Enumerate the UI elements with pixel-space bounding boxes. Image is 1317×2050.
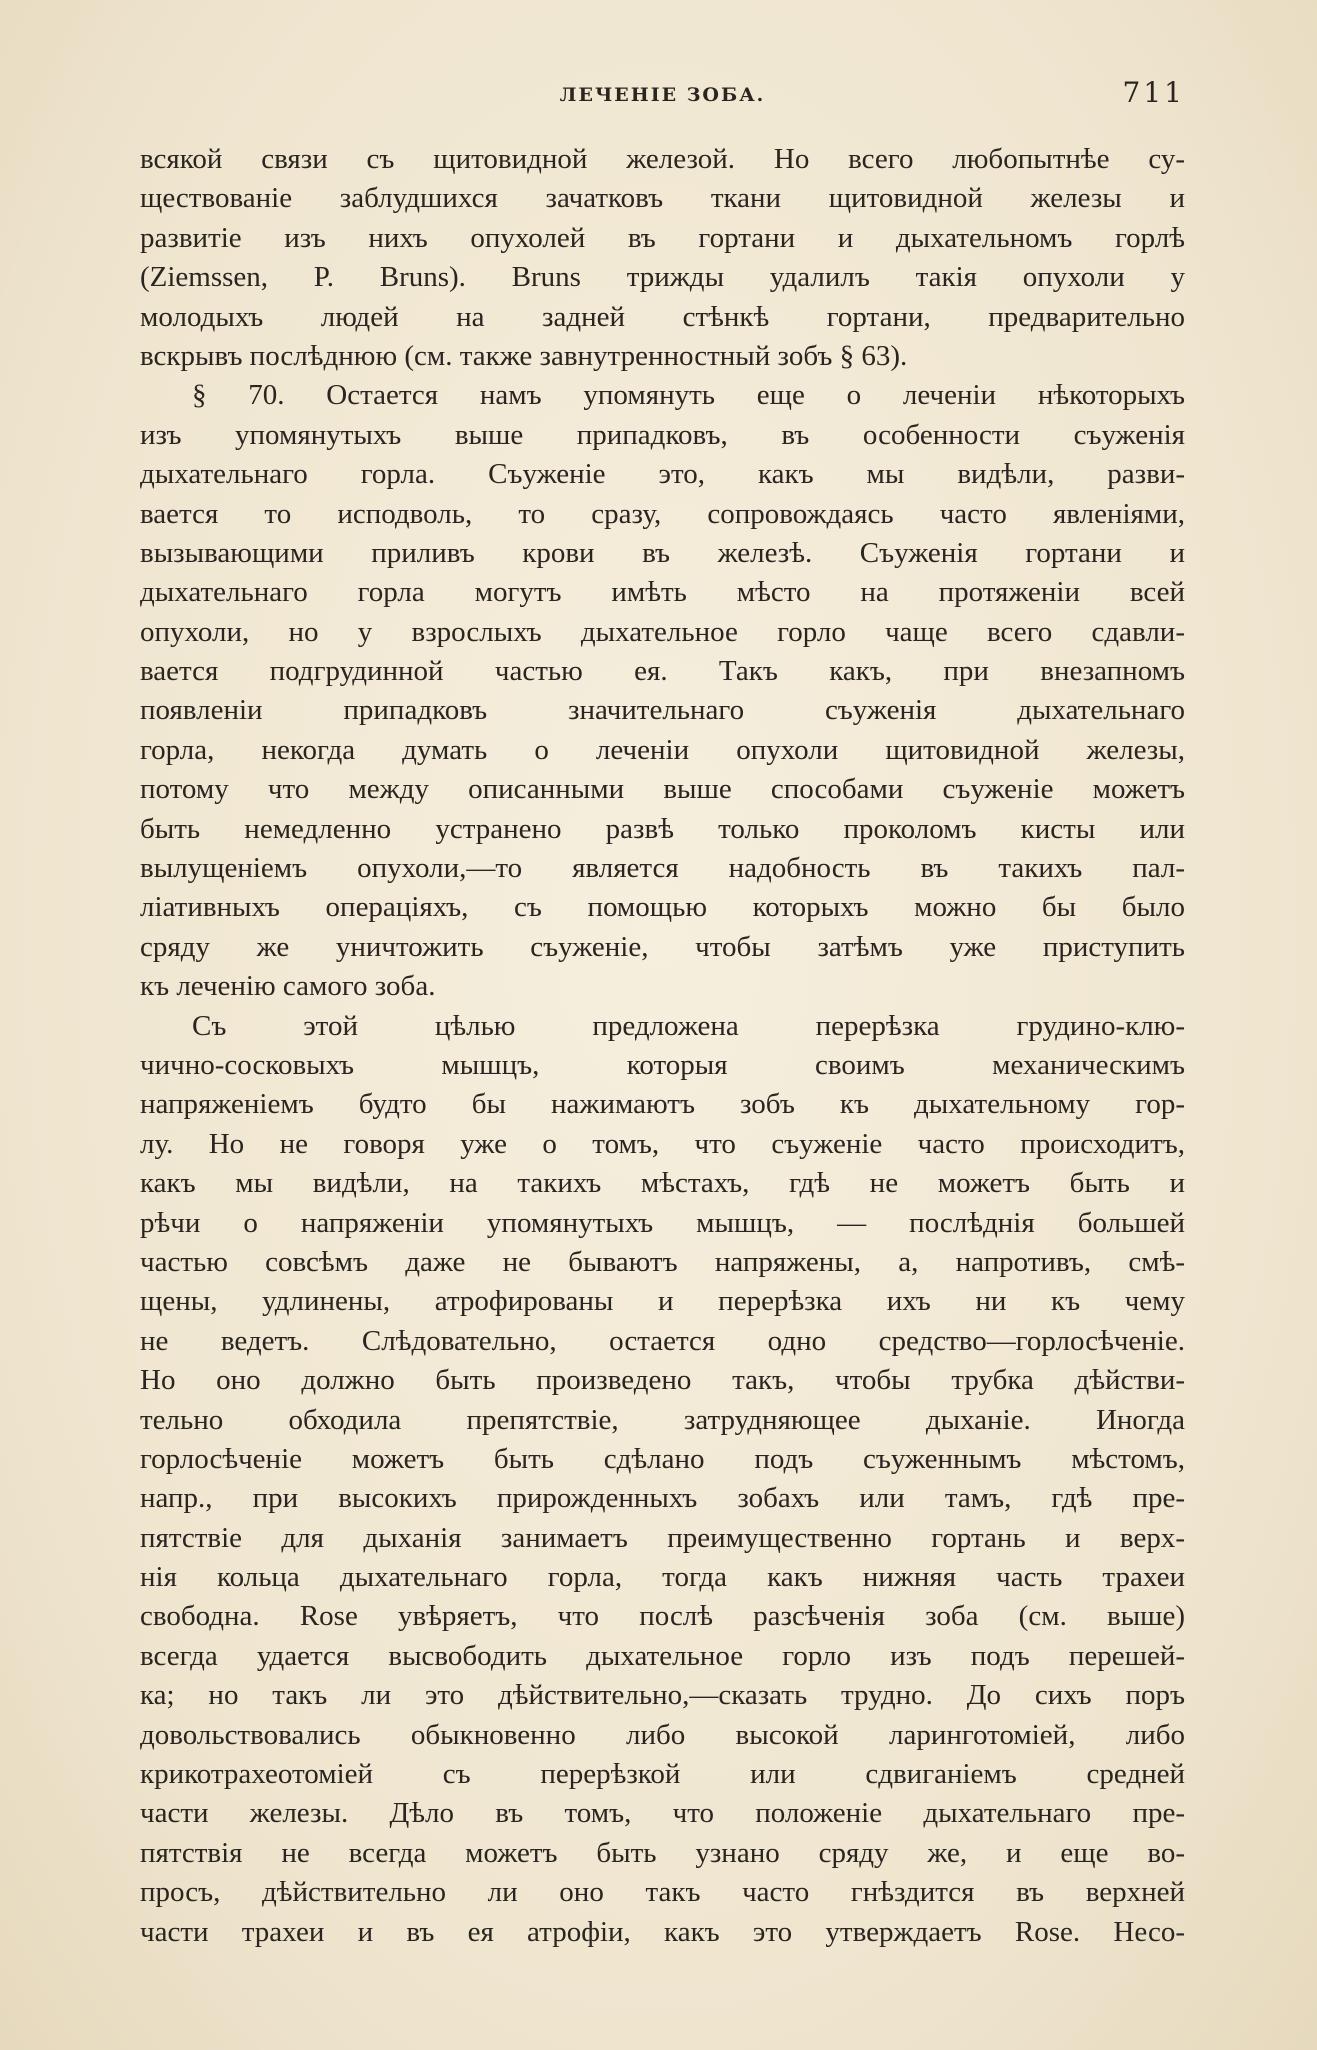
text-line: части трахеи и въ ея атрофіи, какъ это утверждаетъ Rose. Несо-: [140, 1915, 1185, 1948]
text-line: горлосѣченіе можетъ быть сдѣлано подъ съуженнымъ мѣстомъ,: [140, 1442, 1185, 1475]
text-line: довольствовались обыкновенно либо высокой ларинготоміей, либо: [140, 1718, 1185, 1751]
text-line: опухоли, но у взрослыхъ дыхательное горло чаще всего сдавли-: [140, 615, 1185, 648]
text-line: § 70. Остается намъ упомянуть еще о леченіи нѣкоторыхъ: [192, 379, 1185, 412]
page-header: [140, 76, 1185, 112]
text-line: напр., при высокихъ прирожденныхъ зобахъ или тамъ, гдѣ пре-: [140, 1482, 1185, 1515]
text-line: ка; но такъ ли это дѣйствительно,—сказать трудно. До сихъ поръ: [140, 1679, 1185, 1712]
running-title: ЛЕЧЕНІЕ ЗОБА.: [559, 84, 766, 106]
text-line: (Ziemssen, P. Bruns). Bruns трижды удалилъ такія опухоли у: [140, 261, 1185, 294]
text-line: изъ упомянутыхъ выше припадковъ, въ особенности съуженія: [140, 418, 1185, 451]
text-line: вылущеніемъ опухоли,—то является надобность въ такихъ пал-: [140, 852, 1185, 885]
text-line: вызывающими приливъ крови въ железѣ. Съуженія гортани и: [140, 536, 1185, 569]
text-line: нія кольца дыхательнаго горла, тогда какъ нижняя часть трахеи: [140, 1561, 1185, 1594]
text-line: всегда удается высвободить дыхательное горло изъ подъ перешей-: [140, 1639, 1185, 1672]
text-line: потому что между описанными выше способами съуженіе можетъ: [140, 773, 1185, 806]
body-text: [140, 140, 1185, 1952]
text-line: просъ, дѣйствительно ли оно такъ часто гнѣздится въ верхней: [140, 1876, 1185, 1909]
text-line: тельно обходила препятствіе, затрудняющее дыханіе. Иногда: [140, 1403, 1185, 1436]
text-line: вается то исподволь, то сразу, сопровождаясь часто явленіями,: [140, 497, 1185, 530]
text-line: крикотрахеотоміей съ перерѣзкой или сдвиганіемъ средней: [140, 1758, 1185, 1791]
page-number: 711: [1122, 76, 1185, 109]
text-line: всякой связи съ щитовидной железой. Но всего любопытнѣе су-: [140, 143, 1185, 175]
text-line: щены, удлинены, атрофированы и перерѣзка ихъ ни къ чему: [140, 1285, 1185, 1318]
text-line: лу. Но не говоря уже о томъ, что съуженіе часто происходитъ,: [140, 1127, 1185, 1160]
text-line: Съ этой цѣлью предложена перерѣзка грудино-клю-: [192, 1009, 1185, 1042]
text-line: чично-сосковыхъ мышцъ, которыя своимъ механическимъ: [140, 1048, 1185, 1081]
text-line: Но оно должно быть произведено такъ, чтобы трубка дѣйстви-: [140, 1364, 1185, 1397]
text-line: части железы. Дѣло въ томъ, что положеніе дыхательнаго пре-: [140, 1797, 1185, 1830]
text-line: какъ мы видѣли, на такихъ мѣстахъ, гдѣ не можетъ быть и: [140, 1167, 1185, 1200]
text-line: рѣчи о напряженіи упомянутыхъ мышцъ, — послѣднія большей: [140, 1206, 1185, 1239]
text-line: не ведетъ. Слѣдовательно, остается одно средство—горлосѣченіе.: [140, 1324, 1185, 1357]
text-line: ществованіе заблудшихся зачатковъ ткани щитовидной железы и: [140, 182, 1185, 215]
text-line: частью совсѣмъ даже не бываютъ напряжены, а, напротивъ, смѣ-: [140, 1245, 1185, 1278]
text-line: дыхательнаго горла. Съуженіе это, какъ мы видѣли, разви-: [140, 458, 1185, 491]
text-line: къ леченію самого зоба.: [140, 970, 436, 1003]
text-line: сряду же уничтожить съуженіе, чтобы затѣмъ уже приступить: [140, 930, 1185, 963]
text-line: развитіе изъ нихъ опухолей въ гортани и дыхательномъ горлѣ: [140, 221, 1185, 254]
text-line: свободна. Rose увѣряетъ, что послѣ разсѣченія зоба (см. выше): [140, 1600, 1185, 1633]
text-line: пятствіе для дыханія занимаетъ преимущественно гортань и верх-: [140, 1521, 1185, 1554]
text-line: вается подгрудинной частью ея. Такъ какъ, при внезапномъ: [140, 655, 1185, 688]
text-line: молодыхъ людей на задней стѣнкѣ гортани, предварительно: [140, 300, 1185, 333]
text-line: пятствія не всегда можетъ быть узнано сряду же, и еще во-: [140, 1836, 1185, 1869]
text-line: горла, некогда думать о леченіи опухоли щитовидной железы,: [140, 733, 1185, 766]
text-line: напряженіемъ будто бы нажимаютъ зобъ къ дыхательному гор-: [140, 1088, 1185, 1121]
text-line: вскрывъ послѣднюю (см. также завнутренностный зобъ § 63).: [140, 339, 908, 372]
text-line: появленіи припадковъ значительнаго съуженія дыхательнаго: [140, 694, 1185, 727]
text-line: быть немедленно устранено развѣ только проколомъ кисты или: [140, 812, 1185, 845]
text-line: дыхательнаго горла могутъ имѣть мѣсто на протяженіи всей: [140, 576, 1185, 609]
text-line: ліативныхъ операціяхъ, съ помощью которыхъ можно бы было: [140, 891, 1185, 924]
